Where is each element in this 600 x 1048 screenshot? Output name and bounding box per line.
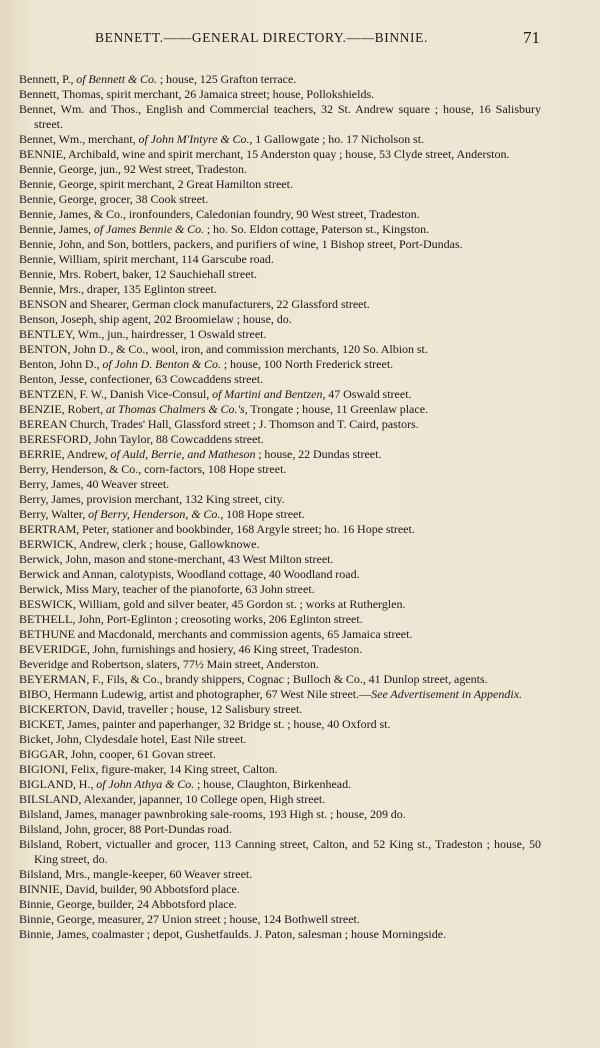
directory-entry xyxy=(19,717,541,732)
entry-text: Bennie, Mrs. Robert, baker, 12 Sauchiehall street. xyxy=(19,267,257,281)
entry-text: BEVERIDGE, John, furnishings and hosiery, 46 King street, Tradeston. xyxy=(19,642,363,656)
entry-text: Berwick, Miss Mary, teacher of the pianoforte, 63 John street. xyxy=(19,582,315,596)
entry-text: BENZIE, Robert, xyxy=(19,402,106,416)
entry-text: Berry, James, provision merchant, 132 King street, city. xyxy=(19,492,285,506)
entry-italic-text: of Berry, Henderson, & Co. xyxy=(88,507,221,521)
directory-entry xyxy=(19,657,541,672)
directory-entry xyxy=(19,672,541,687)
entry-text: BICKERTON, David, traveller ; house, 12 Salisbury street. xyxy=(19,702,303,716)
entry-text: Bennie, William, spirit merchant, 114 Garscube road. xyxy=(19,252,274,266)
entry-text: Bilsland, James, manager pawnbroking sale-rooms, 193 High st. ; house, 209 do. xyxy=(19,807,406,821)
entry-text: BETHUNE and Macdonald, merchants and commission agents, 65 Jamaica street. xyxy=(19,627,413,641)
directory-entry xyxy=(19,177,541,192)
entry-text: Bennie, George, jun., 92 West street, Tradeston. xyxy=(19,162,248,176)
directory-entry xyxy=(19,522,541,537)
directory-entry xyxy=(19,477,541,492)
entry-text: BEYERMAN, F., Fils, & Co., brandy shippers, Cognac ; Bulloch & Co., 41 Dunlop street, agents. xyxy=(19,672,488,686)
entry-text: Bennie, George, spirit merchant, 2 Great Hamilton street. xyxy=(19,177,293,191)
directory-entry xyxy=(19,432,541,447)
entry-text: Berry, Henderson, & Co., corn-factors, 108 Hope street. xyxy=(19,462,287,476)
directory-entry xyxy=(19,417,541,432)
entry-text: ; house, Claughton, Birkenhead. xyxy=(194,777,352,791)
entry-italic-text: of John M'Intyre & Co. xyxy=(138,132,250,146)
directory-entry xyxy=(19,627,541,642)
directory-entry xyxy=(19,192,541,207)
directory-entry xyxy=(19,777,541,792)
entry-text: BENNIE, Archibald, wine and spirit merchant, 15 Anderston quay ; house, 53 Clyde street, Anderston. xyxy=(19,147,510,161)
entry-text: BIBO, Hermann Ludewig, artist and photographer, 67 West Nile street.— xyxy=(19,687,372,701)
entry-italic-text: of Bennett & Co. xyxy=(76,72,158,86)
entry-text: Bennie, George, grocer, 38 Cook street. xyxy=(19,192,209,206)
entry-text: BEREAN Church, Trades' Hall, Glassford street ; J. Thomson and T. Caird, pastors. xyxy=(19,417,419,431)
directory-entry xyxy=(19,162,541,177)
entry-text: Bilsland, Mrs., mangle-keeper, 60 Weaver street. xyxy=(19,867,253,881)
entry-text: Bennie, James, xyxy=(19,222,94,236)
entry-text: Bicket, John, Clydesdale hotel, East Nile street. xyxy=(19,732,247,746)
directory-entry xyxy=(19,642,541,657)
entry-text: BERESFORD, John Taylor, 88 Cowcaddens street. xyxy=(19,432,264,446)
page-number: 71 xyxy=(523,28,540,47)
directory-entry xyxy=(19,582,541,597)
directory-entry xyxy=(19,462,541,477)
directory-entry xyxy=(19,72,541,87)
entry-text: Bennie, James, & Co., ironfounders, Caledonian foundry, 90 West street, Tradeston. xyxy=(19,207,420,221)
directory-entry xyxy=(19,687,541,702)
directory-entry xyxy=(19,237,541,252)
directory-entry xyxy=(19,327,541,342)
directory-entry xyxy=(19,387,541,402)
directory-entry xyxy=(19,252,541,267)
directory-entry xyxy=(19,372,541,387)
entry-text: Benton, Jesse, confectioner, 63 Cowcaddens street. xyxy=(19,372,264,386)
entry-text: , 1 Gallowgate ; ho. 17 Nicholson st. xyxy=(249,132,425,146)
directory-entry xyxy=(19,897,541,912)
directory-entry xyxy=(19,282,541,297)
entry-text: Bilsland, John, grocer, 88 Port-Dundas road. xyxy=(19,822,232,836)
entry-text: BERTRAM, Peter, stationer and bookbinder, 168 Argyle street; ho. 16 Hope street. xyxy=(19,522,415,536)
entry-text: Benson, Joseph, ship agent, 202 Broomielaw ; house, do. xyxy=(19,312,292,326)
directory-entry xyxy=(19,147,541,162)
entry-text: BENTZEN, F. W., Danish Vice-Consul, xyxy=(19,387,213,401)
entry-text: Berry, James, 40 Weaver street. xyxy=(19,477,170,491)
entry-text: Bennie, John, and Son, bottlers, packers, and purifiers of wine, 1 Bishop street, Port-Dundas. xyxy=(19,237,463,251)
page-header xyxy=(0,30,600,50)
entry-text: BENTLEY, Wm., jun., hairdresser, 1 Oswald street. xyxy=(19,327,267,341)
directory-entry xyxy=(19,132,541,147)
entry-text: Bennet, Wm. and Thos., English and Commercial teachers, 32 St. Andrew square ; house, 16 Salisbury street. xyxy=(19,102,541,131)
entry-text: BINNIE, David, builder, 90 Abbotsford place. xyxy=(19,882,240,896)
entry-text: BETHELL, John, Port-Eglinton ; creosoting works, 206 Eglinton street. xyxy=(19,612,363,626)
entry-text: BICKET, James, painter and paperhanger, 32 Bridge st. ; house, 40 Oxford st. xyxy=(19,717,391,731)
directory-entry xyxy=(19,312,541,327)
entry-text: Bilsland, Robert, victualler and grocer, 113 Canning street, Calton, and 52 King st., Tradeston ; house, 50 King street, do. xyxy=(19,837,541,866)
entry-italic-text: of John Athya & Co. xyxy=(96,777,195,791)
directory-entry xyxy=(19,732,541,747)
entry-text: , 47 Oswald street. xyxy=(322,387,412,401)
directory-entry xyxy=(19,342,541,357)
directory-entry xyxy=(19,87,541,102)
entry-text: ; house, 100 North Frederick street. xyxy=(221,357,394,371)
directory-entry xyxy=(19,402,541,417)
entry-text: BENTON, John D., & Co., wool, iron, and commission merchants, 120 So. Albion st. xyxy=(19,342,428,356)
directory-entry xyxy=(19,882,541,897)
entry-text: Bennett, P., xyxy=(19,72,77,86)
directory-entry xyxy=(19,507,541,522)
directory-entry xyxy=(19,222,541,237)
entry-italic-text: of John D. Benton & Co. xyxy=(102,357,222,371)
entry-text: BERRIE, Andrew, xyxy=(19,447,111,461)
directory-entry xyxy=(19,867,541,882)
entry-text: , 108 Hope street. xyxy=(220,507,305,521)
entry-text: ; house, 22 Dundas street. xyxy=(255,447,382,461)
entry-text: Berwick, John, mason and stone-merchant, 43 West Milton street. xyxy=(19,552,334,566)
entry-text: BENSON and Shearer, German clock manufacturers, 22 Glassford street. xyxy=(19,297,370,311)
entry-text: Berwick and Annan, calotypists, Woodland cottage, 40 Woodland road. xyxy=(19,567,360,581)
directory-entry xyxy=(19,597,541,612)
directory-entry xyxy=(19,357,541,372)
directory-entry xyxy=(19,792,541,807)
entry-text: BIGIONI, Felix, figure-maker, 14 King street, Calton. xyxy=(19,762,278,776)
directory-entry xyxy=(19,207,541,222)
entry-italic-text: See Advertisement in Appendix. xyxy=(371,687,523,701)
entry-text: Binnie, George, builder, 24 Abbotsford place. xyxy=(19,897,237,911)
entry-text: ; house, 125 Grafton terrace. xyxy=(157,72,297,86)
entry-text: Binnie, James, coalmaster ; depot, Gushetfaulds. J. Paton, salesman ; house Morningside. xyxy=(19,927,447,941)
entry-text: Bennet, Wm., merchant, xyxy=(19,132,139,146)
directory-entry xyxy=(19,447,541,462)
entry-text: BILSLAND, Alexander, japanner, 10 College open, High street. xyxy=(19,792,326,806)
entry-italic-text: of Martini and Bentzen xyxy=(212,387,323,401)
directory-entry xyxy=(19,267,541,282)
directory-entry xyxy=(19,822,541,837)
directory-entry xyxy=(19,552,541,567)
directory-entry xyxy=(19,102,541,132)
directory-entry xyxy=(19,912,541,927)
entry-text: Bennie, Mrs., draper, 135 Eglinton street. xyxy=(19,282,217,296)
entry-text: ; ho. So. Eldon cottage, Paterson st., Kingston. xyxy=(204,222,430,236)
entry-text: BESWICK, William, gold and silver beater, 45 Gordon st. ; works at Rutherglen. xyxy=(19,597,406,611)
entry-italic-text: of Auld, Berrie, and Matheson xyxy=(110,447,256,461)
directory-entry xyxy=(19,807,541,822)
running-head: BENNETT.——GENERAL DIRECTORY.——BINNIE. xyxy=(95,30,428,45)
entry-text: Berry, Walter, xyxy=(19,507,89,521)
entry-italic-text: of James Bennie & Co. xyxy=(93,222,205,236)
directory-entry xyxy=(19,297,541,312)
directory-entry xyxy=(19,567,541,582)
directory-entry xyxy=(19,612,541,627)
entry-text: , Trongate ; house, 11 Greenlaw place. xyxy=(244,402,429,416)
entry-text: BERWICK, Andrew, clerk ; house, Gallowknowe. xyxy=(19,537,260,551)
directory-entries xyxy=(19,72,541,942)
entry-text: BIGLAND, H., xyxy=(19,777,97,791)
entry-text: Beveridge and Robertson, slaters, 77½ Main street, Anderston. xyxy=(19,657,319,671)
entry-text: BIGGAR, John, cooper, 61 Govan street. xyxy=(19,747,216,761)
entry-text: Benton, John D., xyxy=(19,357,103,371)
directory-entry xyxy=(19,762,541,777)
directory-entry xyxy=(19,927,541,942)
directory-entry xyxy=(19,537,541,552)
entry-text: Bennett, Thomas, spirit merchant, 26 Jamaica street; house, Pollokshields. xyxy=(19,87,375,101)
entry-italic-text: at Thomas Chalmers & Co.'s xyxy=(105,402,245,416)
directory-entry xyxy=(19,702,541,717)
directory-entry xyxy=(19,837,541,867)
directory-entry xyxy=(19,747,541,762)
directory-entry xyxy=(19,492,541,507)
entry-text: Binnie, George, measurer, 27 Union street ; house, 124 Bothwell street. xyxy=(19,912,360,926)
